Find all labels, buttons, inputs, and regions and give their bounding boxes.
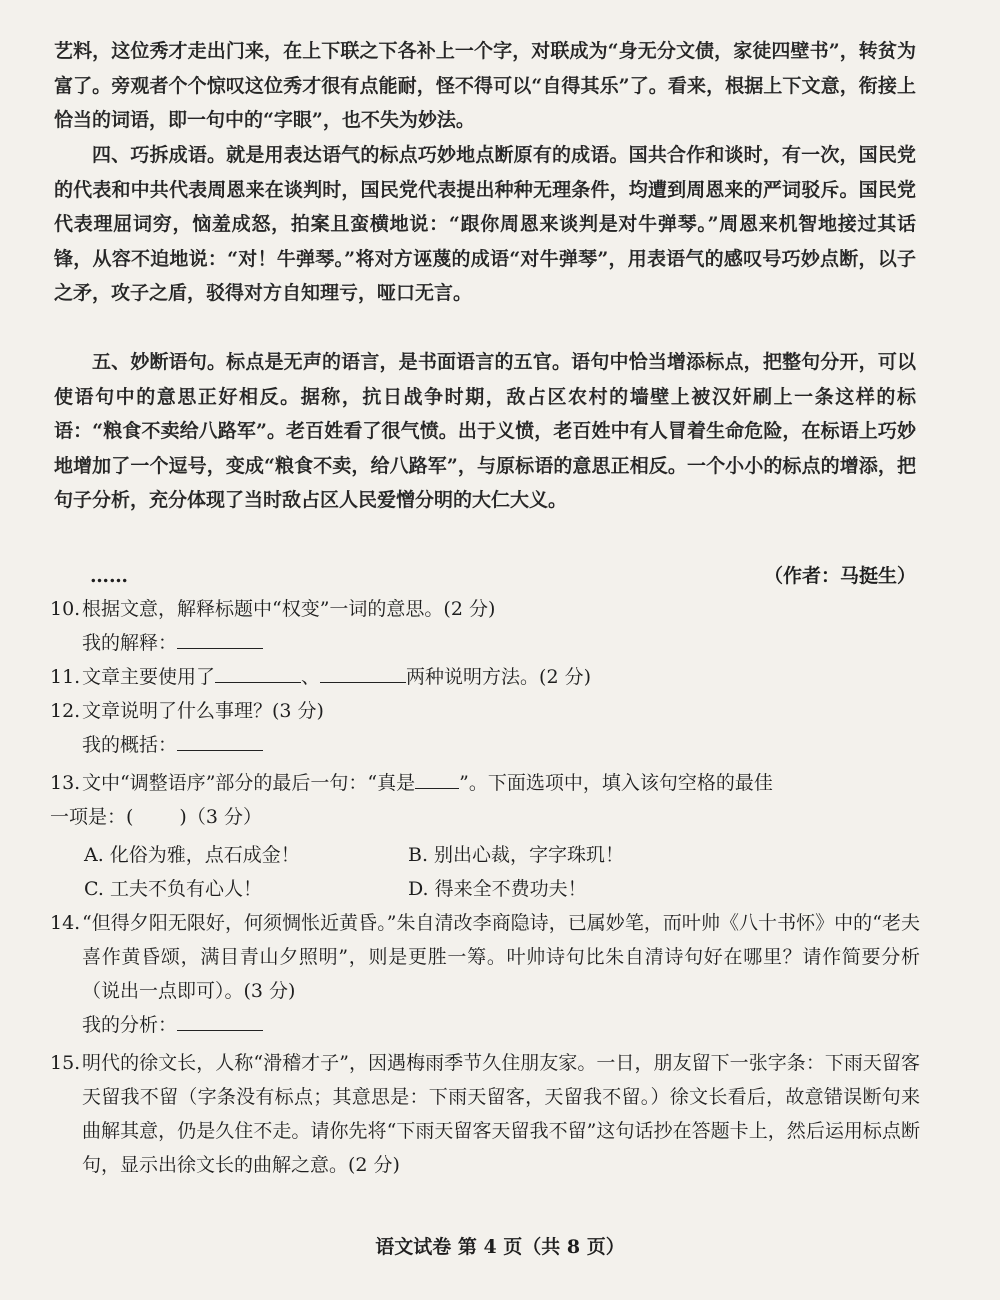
question-11 <box>50 660 920 694</box>
answer-label: 我的概括： <box>82 734 178 756</box>
question-number: 13. <box>50 772 81 794</box>
answer-blank-2[interactable] <box>320 662 406 683</box>
question-text: 文章说明了什么事理？(3 分) <box>82 700 324 722</box>
article-paragraph-continued: 艺料，这位秀才走出门来，在上下联之下各补上一个字，对联成为“身无分文债，家徒四壁书”，转贫为富了。旁观者个个惊叹这位秀才很有点能耐，怪不得可以“自得其乐”了。看来，根据上下文意，衔接上恰当的词语，即一句中的“字眼”，也不失为妙法。 <box>54 40 916 131</box>
question-number: 15. <box>50 1052 81 1074</box>
answer-blank[interactable] <box>177 730 263 751</box>
question-text-part-b: 两种说明方法。(2 分) <box>406 666 591 688</box>
question-13 <box>50 766 920 834</box>
separator: 、 <box>301 666 321 688</box>
question-10 <box>50 592 920 660</box>
answer-blank[interactable] <box>177 1010 263 1031</box>
page-footer: 语文试卷 第 4 页（共 8 页） <box>375 1236 625 1258</box>
question-13-options <box>84 838 884 906</box>
ellipsis: …… <box>90 565 128 587</box>
option-c: C. 工夫不负有心人！ <box>84 878 262 900</box>
answer-blank-1[interactable] <box>215 662 301 683</box>
question-number: 14. <box>50 912 81 934</box>
question-text-part-a: 文章主要使用了 <box>82 666 216 688</box>
question-text-part-b: ”。下面选项中，填入该句空格的最佳 <box>459 772 773 794</box>
option-a: A. 化俗为雅，点石成金！ <box>84 844 300 866</box>
question-text: 明代的徐文长，人称“滑稽才子”，因遇梅雨季节久住朋友家。一日，朋友留下一张字条：下雨天留客天留我不留（字条没有标点；其意思是：下雨天留客，天留我不留。）徐文长看后，故意错误断句来曲解其意，仍是久住不走。请你先将“下雨天留客天留我不留”这句话抄在答题卡上，然后运用标点断句，显示出徐文长的曲解之意。(2 分) <box>82 1052 920 1176</box>
answer-label: 我的解释： <box>82 632 178 654</box>
answer-label: 我的分析： <box>82 1014 178 1036</box>
option-d: D. 得来全不费功夫！ <box>408 878 587 900</box>
question-number: 10. <box>50 598 81 620</box>
question-text-part-a: 文中“调整语序”部分的最后一句：“真是 <box>82 772 416 794</box>
question-12 <box>50 694 920 762</box>
question-number: 11. <box>50 666 81 688</box>
option-b: B. 别出心裁，字字珠玑！ <box>408 844 625 866</box>
article-paragraph-5: 五、妙断语句。标点是无声的语言，是书面语言的五官。语句中恰当增添标点，把整句分开，可以使语句中的意思正好相反。据称，抗日战争时期，敌占区农村的墙壁上被汉奸刷上一条这样的标语：“粮食不卖给八路军”。老百姓看了很气愤。出于义愤，老百姓中有人冒着生命危险，在标语上巧妙地增加了一个逗号，变成“粮食不卖，给八路军”，与原标语的意思正相反。一个小小的标点的增添，把句子分析，充分体现了当时敌占区人民爱憎分明的大仁大义。 <box>54 351 916 511</box>
question-line-2-a: 一项是：( <box>50 806 134 828</box>
question-number: 12. <box>50 700 81 722</box>
question-text: 根据文意，解释标题中“权变”一词的意思。(2 分) <box>82 598 496 620</box>
article-paragraph-4: 四、巧拆成语。就是用表达语气的标点巧妙地点断原有的成语。国共合作和谈时，有一次，国民党的代表和中共代表周恩来在谈判时，国民党代表提出种种无理条件，均遭到周恩来的严词驳斥。国民党代表理屈词穷，恼羞成怒，拍案且蛮横地说：“跟你周恩来谈判是对牛弹琴。”周恩来机智地接过其话锋，从容不迫地说：“对！牛弹琴。”将对方诬蔑的成语“对牛弹琴”，用表语气的感叹号巧妙点断，以子之矛，攻子之盾，驳得对方自知理亏，哑口无言。 <box>54 144 916 304</box>
question-14 <box>50 906 920 1042</box>
question-15 <box>50 1046 920 1182</box>
author-credit: （作者：马挺生） <box>763 565 916 587</box>
answer-blank[interactable] <box>177 628 263 649</box>
author-row <box>54 560 916 592</box>
question-line-2-b: )（3 分） <box>179 806 262 828</box>
question-text: “但得夕阳无限好，何须惆怅近黄昏。”朱自清改李商隐诗，已属妙笔，而叶帅《八十书怀》中的“老夫喜作黄昏颂，满目青山夕照明”，则是更胜一筹。叶帅诗句比朱自清诗句好在哪里？请作简要分析（说出一点即可）。(3 分) <box>82 912 920 1002</box>
sentence-blank[interactable] <box>415 768 459 789</box>
